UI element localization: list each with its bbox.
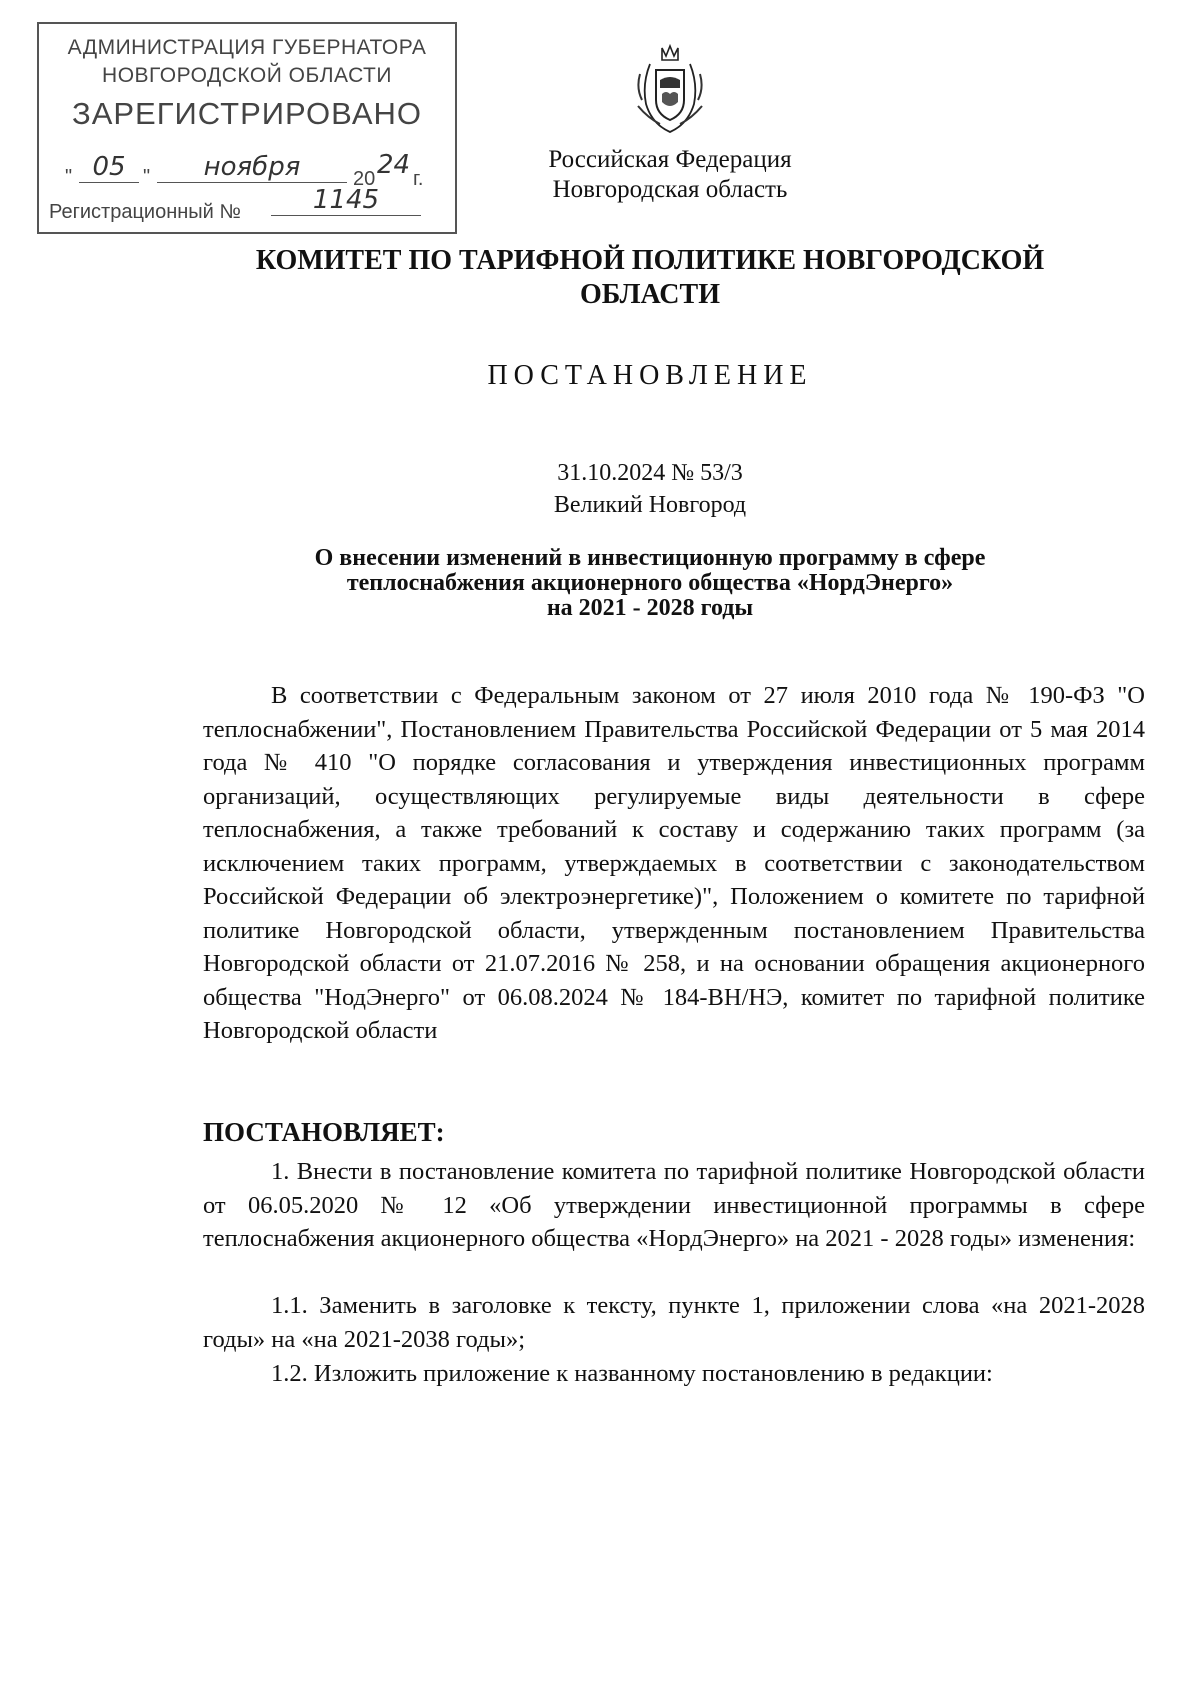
document-type: ПОСТАНОВЛЕНИЕ [487, 360, 813, 391]
subject-line3: на 2021 - 2028 годы [546, 595, 754, 621]
federation-name: Российская Федерация [548, 146, 792, 173]
coat-of-arms-icon [632, 44, 708, 134]
item-1-1-paragraph: 1.1. Заменить в заголовке к тексту, пункте 1, приложении слова «на 2021-2028 годы» на «на 2021-2038 годы»; [203, 1292, 1145, 1353]
stamp-number-line [49, 185, 449, 229]
stamp-number: 1145 [271, 185, 421, 216]
stamp-year: 24 [377, 150, 411, 180]
place: Великий Новгород [553, 492, 747, 518]
subject-line1: О внесении изменений в инвестиционную программу в сфере [314, 545, 986, 571]
committee-name [200, 244, 1100, 312]
committee-line1: КОМИТЕТ ПО ТАРИФНОЙ ПОЛИТИКЕ НОВГОРОДСКОЙ [255, 245, 1045, 276]
stamp-day: 05 [79, 152, 139, 183]
date-number: 31.10.2024 № 53/3 [557, 460, 743, 486]
stamp-number-label: Регистрационный № [49, 201, 241, 223]
stamp-org-line2: НОВГОРОДСКОЙ ОБЛАСТИ [102, 64, 392, 87]
quote-mark: " [143, 166, 151, 188]
stamp-org-line1: АДМИНИСТРАЦИЯ ГУБЕРНАТОРА [67, 36, 427, 59]
subject-line2: теплоснабжения акционерного общества «НордЭнерго» [346, 570, 954, 596]
stamp-century: 20 [353, 168, 376, 190]
resolves-heading: ПОСТАНОВЛЯЕТ: [203, 1117, 445, 1147]
region-name: Новгородская область [552, 176, 788, 203]
item-1-paragraph: 1. Внести в постановление комитета по тарифной политике Новгородской области от 06.05.2020 № 12 «Об утверждении инвестиционной программы в сфере теплоснабжения акционерного общества «НордЭнерго» на 2021 - 2028 годы» изменения: [203, 1158, 1145, 1252]
stamp-year-suffix: г. [413, 168, 424, 190]
stamp-registered: ЗАРЕГИСТРИРОВАНО [71, 96, 422, 131]
preamble-paragraph: В соответствии с Федеральным законом от 27 июля 2010 года № 190-ФЗ "О теплоснабжении", Постановлением Правительства Российской Федерации от 5 мая 2014 года № 410 "О порядке согласования и утверждения инвестиционных программ организаций, осуществляющих регулируемые виды деятельности в сфере теплоснабжения, а также требований к составу и содержанию таких программ (за исключением таких программ, утверждаемых в соответствии с законодательством Российской Федерации об электроэнергетике)", Положением о комитете по тарифной политике Новгородской области, утвержденным постановлением Правительства Новгородской области от 21.07.2016 № 258, и на основании обращения акционерного общества "НодЭнерго" от 06.08.2024 № 184-ВН/НЭ, комитет по тарифной политике Новгородской области [203, 682, 1145, 1044]
committee-line2: ОБЛАСТИ [580, 279, 720, 310]
stamp-month: ноября [157, 152, 347, 183]
quote-mark: " [65, 166, 73, 188]
item-1-2-paragraph: 1.2. Изложить приложение к названному постановлению в редакции: [271, 1360, 993, 1387]
document-subject [200, 546, 1100, 621]
registration-stamp [37, 22, 457, 234]
